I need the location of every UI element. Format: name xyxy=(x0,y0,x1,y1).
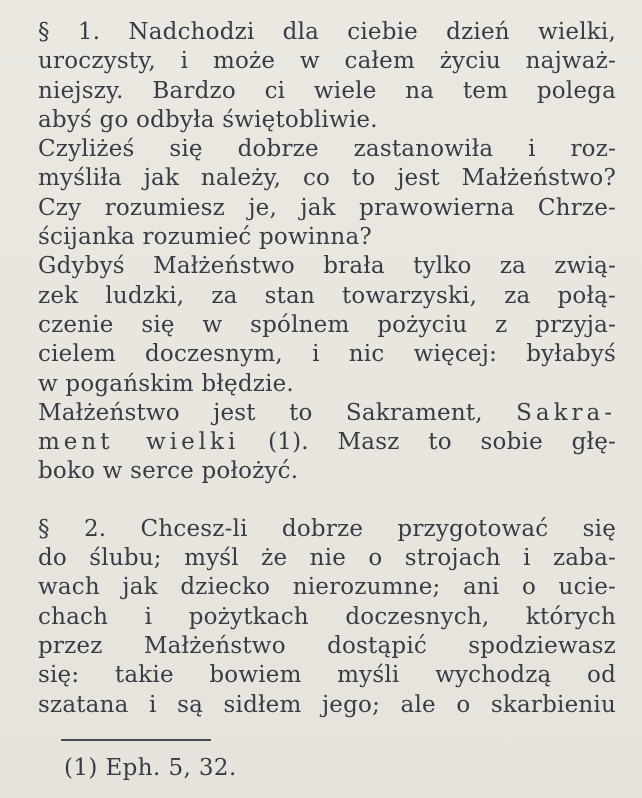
text-line: zek ludzki, za stan towarzyski, za połą- xyxy=(38,282,616,309)
text-line xyxy=(38,428,616,457)
line-text-rest: (1). Masz to sobie głę- xyxy=(268,429,617,456)
text-line: boko w serce położyć. xyxy=(38,458,299,485)
text-line: cielem doczesnym, i nic więcej: byłabyś xyxy=(38,341,616,368)
section-gap xyxy=(38,487,616,515)
text-line: się: takie bowiem myśli wychodzą od xyxy=(38,662,616,689)
text-line: Czyliżeś się dobrze zastanowiła i roz- xyxy=(38,136,616,163)
text-line: wach jak dziecko nierozumne; ani o ucie- xyxy=(38,574,616,601)
text-line: do ślubu; myśl że nie o strojach i zaba- xyxy=(38,545,616,572)
footnote: (1) Eph. 5, 32. xyxy=(64,755,237,781)
text-line: w pogańskim błędzie. xyxy=(38,370,294,397)
paragraph-3 xyxy=(38,252,616,398)
paragraph-1 xyxy=(38,18,616,135)
text-line: szatana i są sidłem jego; ale o skarbieniu xyxy=(38,691,616,718)
paragraph-4 xyxy=(38,399,616,487)
line-text-start: Małżeństwo jest to Sakrament, xyxy=(38,399,483,426)
text-line: § 2. Chcesz-li dobrze przygotować się xyxy=(38,515,616,542)
text-line: § 1. Nadchodzi dla ciebie dzień wielki, xyxy=(38,19,616,45)
footnote-divider xyxy=(61,739,211,741)
body-text xyxy=(38,18,616,720)
text-line: czenie się w spólnem pożyciu z przyja- xyxy=(38,311,616,338)
spaced-emphasis: ment wielki xyxy=(38,429,240,456)
text-line: abyś go odbyła świętobliwie. xyxy=(38,106,378,133)
paragraph-5 xyxy=(38,515,616,720)
text-line: Czy rozumiesz je, jak prawowierna Chrze- xyxy=(38,194,616,221)
text-line: ścijanka rozumieć powinna? xyxy=(38,224,372,251)
text-line: uroczysty, i może w całem życiu najważ- xyxy=(38,48,616,75)
spaced-emphasis: Sakra- xyxy=(516,399,616,426)
text-line: myśliła jak należy, co to jest Małżeństwo? xyxy=(38,165,616,192)
text-line: chach i pożytkach doczesnych, których xyxy=(38,603,616,630)
text-line: Gdybyś Małżeństwo brała tylko za zwią- xyxy=(38,253,616,280)
text-line xyxy=(38,399,616,428)
paragraph-2 xyxy=(38,135,616,252)
text-line: przez Małżeństwo dostąpić spodziewasz xyxy=(38,632,616,659)
text-line: niejszy. Bardzo ci wiele na tem polega xyxy=(38,77,616,104)
